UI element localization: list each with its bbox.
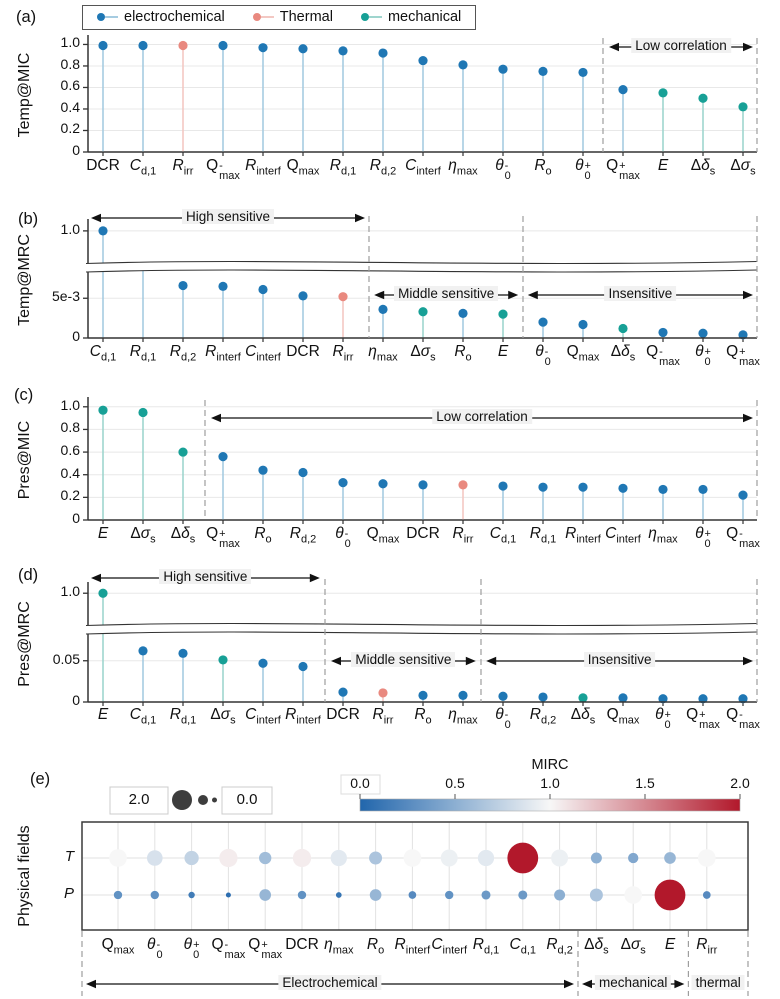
category-label: $\Delta\sigma_s$ xyxy=(620,936,646,957)
y-axis-label: Temp@MRC xyxy=(16,234,33,326)
bubble xyxy=(655,880,686,911)
stem-dot xyxy=(178,649,187,658)
row-label: T xyxy=(64,848,74,865)
category-label: Q + max xyxy=(726,343,760,368)
category-label: $\Delta\sigma_s$ xyxy=(410,343,436,364)
bubble xyxy=(518,890,527,899)
bubble xyxy=(147,850,163,866)
bubble xyxy=(664,852,676,864)
y-tick-label: 1.0 xyxy=(60,34,80,51)
stem-dot xyxy=(178,447,187,456)
stem-dot xyxy=(258,285,267,294)
category-label: $\Delta\delta_s$ xyxy=(170,525,196,546)
stem-dot xyxy=(298,468,307,477)
category-label: $R_o$ xyxy=(414,706,432,727)
y-axis-label: Temp@MIC xyxy=(16,52,33,138)
bubble xyxy=(293,849,311,867)
bubble xyxy=(109,849,127,867)
panel-tag: (b) xyxy=(18,210,39,228)
group-annotation-1-right-head xyxy=(674,980,684,989)
panel-tag: (a) xyxy=(16,8,37,26)
size-legend-max-box xyxy=(110,787,168,814)
y-tick-label: 1.0 xyxy=(60,396,80,413)
colorbar-tick-label: 0.0 xyxy=(350,775,370,791)
category-label: $C_{interf}$ xyxy=(245,706,281,727)
stem-dot xyxy=(498,692,507,701)
y-tick-label: 0 xyxy=(72,142,80,158)
category-label: $\Delta\delta_s$ xyxy=(610,343,636,364)
legend-label: mechanical xyxy=(387,9,462,25)
stem-dot xyxy=(338,292,347,301)
colorbar-tick-label: 1.0 xyxy=(540,775,560,791)
bubble xyxy=(369,852,382,865)
annotation-d1-right-head xyxy=(466,657,476,666)
bubble xyxy=(409,891,417,899)
category-label: $C_{interf}$ xyxy=(605,525,641,546)
annotation-d0-left-head xyxy=(91,574,101,583)
y-tick-label: 0.6 xyxy=(60,442,80,459)
stem-dot xyxy=(738,102,747,111)
annotation-c0-label: Low correlation xyxy=(432,409,532,424)
group-annotation-2-right-head xyxy=(734,980,744,989)
category-label: Q + max xyxy=(686,706,720,731)
category-label: Q - max xyxy=(646,343,680,368)
stem-dot xyxy=(538,483,547,492)
category-label: $C_{d,1}$ xyxy=(129,157,157,178)
bubble xyxy=(151,891,159,899)
size-legend-dot-small xyxy=(212,798,217,803)
stem-dot xyxy=(298,44,307,53)
category-label: $Q_{max}$ xyxy=(566,343,600,364)
annotation-d1-left-head xyxy=(331,657,341,666)
category-label: θ - 0 xyxy=(147,936,163,961)
colorbar xyxy=(360,799,740,811)
stem-dot xyxy=(458,480,467,489)
category-label: $R_{d,1}$ xyxy=(329,157,357,178)
stem-dot xyxy=(418,307,427,316)
group-annotation-0-left-head xyxy=(86,980,96,989)
stem-dot xyxy=(538,692,547,701)
annotation-d1-label: Middle sensitive xyxy=(351,652,455,667)
stem-dot xyxy=(178,41,187,50)
category-label: $R_{d,1}$ xyxy=(169,706,197,727)
stem-dot xyxy=(498,65,507,74)
annotation-a0-label: Low correlation xyxy=(631,38,731,53)
bubble xyxy=(445,891,453,899)
category-label: θ + 0 xyxy=(575,157,591,182)
y-tick-label: 0 xyxy=(72,692,80,708)
group-annotation-1-left-head xyxy=(582,980,592,989)
category-label: $R_{interf}$ xyxy=(245,157,281,178)
bubble xyxy=(591,853,602,864)
stem-dot xyxy=(698,329,707,338)
category-label: $\Delta\sigma_s$ xyxy=(130,525,156,546)
bubble xyxy=(551,850,568,867)
y-tick-label: 0.05 xyxy=(52,650,80,667)
legend-label: electrochemical xyxy=(124,9,225,25)
category-label: $C_{d,1}$ xyxy=(509,936,537,957)
bubble xyxy=(114,891,122,899)
bubble xyxy=(628,853,638,863)
stem-dot xyxy=(98,589,107,598)
stem-dot xyxy=(618,85,627,94)
category-label: $\eta_{max}$ xyxy=(368,343,398,364)
group-annotation-0-label: Electrochemical xyxy=(278,975,381,990)
annotation-d2-label: Insensitive xyxy=(584,652,656,667)
annotation-b0-label: High sensitive xyxy=(182,209,274,224)
y-tick-label: 0.2 xyxy=(60,487,80,504)
category-label: $R_{interf}$ xyxy=(205,343,241,364)
stem-dot xyxy=(138,41,147,50)
category-label: DCR xyxy=(285,936,319,953)
category-label: $R_{interf}$ xyxy=(394,936,431,957)
stem-dot xyxy=(418,691,427,700)
category-label: $R_{irr}$ xyxy=(172,157,194,178)
stem-dot xyxy=(338,46,347,55)
category-label: E xyxy=(497,343,509,360)
bubble xyxy=(703,891,711,899)
stem-dot xyxy=(498,481,507,490)
stem-dot xyxy=(458,309,467,318)
stem-dot xyxy=(298,662,307,671)
stem-dot xyxy=(218,41,227,50)
category-label: $\eta_{max}$ xyxy=(324,936,354,957)
colorbar-tick-label: 2.0 xyxy=(730,775,750,791)
category-label: $R_{d,1}$ xyxy=(129,343,157,364)
category-label: DCR xyxy=(326,706,360,723)
stem-dot xyxy=(258,466,267,475)
annotation-b2-label: Insensitive xyxy=(604,286,676,301)
stem-dot xyxy=(498,310,507,319)
correlation-legend xyxy=(82,5,476,30)
category-label: $C_{d,1}$ xyxy=(129,706,157,727)
y-tick-label: 0.2 xyxy=(60,120,80,137)
category-label: $\Delta\delta_s$ xyxy=(584,936,609,957)
stem-dot xyxy=(458,691,467,700)
category-label: $R_{d,1}$ xyxy=(472,936,500,957)
bubble xyxy=(259,889,271,901)
legend-item-thermal xyxy=(253,9,333,25)
category-label: Q + max xyxy=(206,525,240,550)
stem-dot xyxy=(258,43,267,52)
annotation-d0-right-head xyxy=(310,574,320,583)
panel-tag: (e) xyxy=(30,770,51,788)
stem-dot xyxy=(218,655,227,664)
bubble xyxy=(188,892,194,898)
category-label: θ - 0 xyxy=(495,157,511,182)
stem-dot xyxy=(138,646,147,655)
stem-dot xyxy=(578,483,587,492)
category-label: $C_{interf}$ xyxy=(431,936,468,957)
stem-dot xyxy=(378,688,387,697)
stem-dot xyxy=(738,490,747,499)
category-label: θ - 0 xyxy=(335,525,351,550)
category-label: $R_{interf}$ xyxy=(285,706,321,727)
stem-dot xyxy=(658,88,667,97)
stem-dot xyxy=(618,324,627,333)
category-label: Q + max xyxy=(606,157,640,182)
stem-marker-icon xyxy=(97,13,118,21)
stem-dot xyxy=(378,479,387,488)
y-tick-label: 0.4 xyxy=(60,464,80,481)
category-label: $C_{interf}$ xyxy=(405,157,441,178)
category-label: θ + 0 xyxy=(695,525,711,550)
size-legend-min-label: 0.0 xyxy=(236,791,258,808)
stem-dot xyxy=(538,67,547,76)
stem-dot xyxy=(298,291,307,300)
size-legend-min-box xyxy=(222,787,272,814)
stem-dot xyxy=(578,68,587,77)
colorbar-tick-label: 0.5 xyxy=(445,775,465,791)
bubble xyxy=(404,849,422,867)
y-tick-label: 0 xyxy=(72,328,80,344)
category-label: Q - max xyxy=(726,706,760,731)
category-label: θ - 0 xyxy=(495,706,511,731)
category-label: DCR xyxy=(406,525,440,542)
y-tick-label: 1.0 xyxy=(60,220,80,237)
category-label: θ + 0 xyxy=(695,343,711,368)
stem-dot xyxy=(418,480,427,489)
panel-tag: (d) xyxy=(18,566,39,584)
stem-dot xyxy=(458,60,467,69)
y-tick-label: 0.6 xyxy=(60,77,80,94)
bubble xyxy=(441,850,458,867)
colorbar-zero-box xyxy=(341,775,380,794)
stem-dot xyxy=(658,485,667,494)
category-label: $R_{irr}$ xyxy=(452,525,474,546)
legend-item-electrochemical xyxy=(97,9,225,25)
category-label: $R_{d,1}$ xyxy=(529,525,557,546)
category-label: $\Delta\sigma_s$ xyxy=(210,706,236,727)
category-label: $Q_{max}$ xyxy=(286,157,320,178)
y-axis-label: Physical fields xyxy=(16,825,33,927)
category-label: E xyxy=(664,936,676,953)
category-label: E xyxy=(97,525,109,542)
stem-dot xyxy=(378,305,387,314)
y-tick-label: 0.8 xyxy=(60,55,80,72)
category-label: Q - max xyxy=(726,525,760,550)
bubble xyxy=(370,889,382,901)
category-label: $Q_{max}$ xyxy=(366,525,400,546)
bubble xyxy=(507,843,538,874)
stem-dot xyxy=(698,94,707,103)
category-label: $\Delta\delta_s$ xyxy=(690,157,716,178)
category-label: $R_{irr}$ xyxy=(696,936,718,957)
category-label: $R_{d,2}$ xyxy=(546,936,573,957)
bubble xyxy=(226,892,231,897)
category-label: $C_{d,1}$ xyxy=(89,343,117,364)
annotation-b0-right-head xyxy=(355,214,365,223)
colorbar-title: MIRC xyxy=(531,757,569,773)
legend-item-mechanical xyxy=(361,9,461,25)
category-label: $R_o$ xyxy=(254,525,272,546)
category-label: Q - max xyxy=(206,157,240,182)
category-label: $R_{d,2}$ xyxy=(529,706,557,727)
y-tick-label: 1.0 xyxy=(60,583,80,600)
category-label: $R_{d,2}$ xyxy=(169,343,197,364)
y-tick-label: 5e-3 xyxy=(51,288,80,305)
category-label: $Q_{max}$ xyxy=(606,706,640,727)
annotation-d2-left-head xyxy=(486,657,496,666)
bubble xyxy=(698,849,716,867)
category-label: $Q_{max}$ xyxy=(101,936,135,957)
bubble xyxy=(259,852,271,864)
category-label: $R_o$ xyxy=(454,343,472,364)
bubble xyxy=(184,851,198,865)
colorbar-tick-label: 1.5 xyxy=(635,775,655,791)
bubble xyxy=(478,850,494,866)
group-annotation-0-right-head xyxy=(564,980,574,989)
category-label: DCR xyxy=(86,157,120,174)
stem-dot xyxy=(578,693,587,702)
category-label: $\eta_{max}$ xyxy=(648,525,678,546)
stem-dot xyxy=(378,48,387,57)
category-label: $R_{d,2}$ xyxy=(369,157,397,178)
size-legend-max-label: 2.0 xyxy=(128,791,150,808)
panel-tag: (c) xyxy=(14,386,34,404)
category-label: $C_{d,1}$ xyxy=(489,525,517,546)
stem-dot xyxy=(538,318,547,327)
stem-dot xyxy=(658,328,667,337)
category-label: $R_{irr}$ xyxy=(372,706,394,727)
category-label: Q - max xyxy=(211,936,246,961)
annotation-c0-left-head xyxy=(211,414,221,423)
bubble xyxy=(554,890,565,901)
category-label: $R_{irr}$ xyxy=(332,343,354,364)
category-label: $\eta_{max}$ xyxy=(448,157,478,178)
bubble-frame xyxy=(82,822,748,930)
category-label: DCR xyxy=(286,343,320,360)
stem-dot xyxy=(698,485,707,494)
bubble xyxy=(590,889,603,902)
category-label: $R_{d,2}$ xyxy=(289,525,317,546)
stem-dot xyxy=(218,452,227,461)
y-axis-label: Pres@MRC xyxy=(16,600,33,687)
stem-marker-icon xyxy=(361,13,382,21)
group-annotation-2-left-head xyxy=(692,980,702,989)
y-axis-label: Pres@MIC xyxy=(16,420,33,500)
stem-dot xyxy=(98,226,107,235)
size-legend-dot-medium xyxy=(198,795,208,805)
category-label: $R_o$ xyxy=(366,936,385,957)
stem-dot xyxy=(578,320,587,329)
stem-dot xyxy=(258,659,267,668)
annotation-c0-right-head xyxy=(743,414,753,423)
stem-dot xyxy=(98,406,107,415)
stem-marker-icon xyxy=(253,13,274,21)
category-label: $R_o$ xyxy=(534,157,552,178)
category-label: E xyxy=(657,157,669,174)
bubble xyxy=(298,891,306,899)
stem-dot xyxy=(418,56,427,65)
category-label: $\Delta\sigma_s$ xyxy=(730,157,756,178)
stem-dot xyxy=(618,693,627,702)
stem-dot xyxy=(618,484,627,493)
category-label: Q + max xyxy=(248,936,283,961)
y-tick-label: 0 xyxy=(72,510,80,526)
annotation-d2-right-head xyxy=(743,657,753,666)
category-label: E xyxy=(97,706,109,723)
legend-label: Thermal xyxy=(279,9,333,25)
size-legend-dot-large xyxy=(172,790,192,810)
category-label: θ + 0 xyxy=(655,706,671,731)
bubble xyxy=(219,849,237,867)
category-label: $\eta_{max}$ xyxy=(448,706,478,727)
stem-dot xyxy=(218,282,227,291)
category-label: θ - 0 xyxy=(535,343,551,368)
category-label: $R_{interf}$ xyxy=(565,525,601,546)
row-label: P xyxy=(63,885,74,902)
annotation-d0-label: High sensitive xyxy=(159,569,251,584)
group-annotation-1-label: mechanical xyxy=(595,975,671,990)
stem-dot xyxy=(338,688,347,697)
bubble xyxy=(331,850,347,866)
stem-dot xyxy=(338,478,347,487)
bubble xyxy=(624,886,642,904)
stem-dot xyxy=(138,408,147,417)
category-label: $\Delta\delta_s$ xyxy=(570,706,596,727)
group-annotation-2-label: thermal xyxy=(692,975,745,990)
stem-dot xyxy=(98,41,107,50)
annotation-b0-left-head xyxy=(91,214,101,223)
stem-dot xyxy=(178,281,187,290)
y-tick-label: 0.8 xyxy=(60,419,80,436)
y-tick-label: 0.4 xyxy=(60,98,80,115)
annotation-b1-label: Middle sensitive xyxy=(394,286,498,301)
category-label: θ + 0 xyxy=(183,936,200,961)
category-label: $C_{interf}$ xyxy=(245,343,281,364)
bubble xyxy=(336,892,342,898)
bubble xyxy=(481,890,490,899)
